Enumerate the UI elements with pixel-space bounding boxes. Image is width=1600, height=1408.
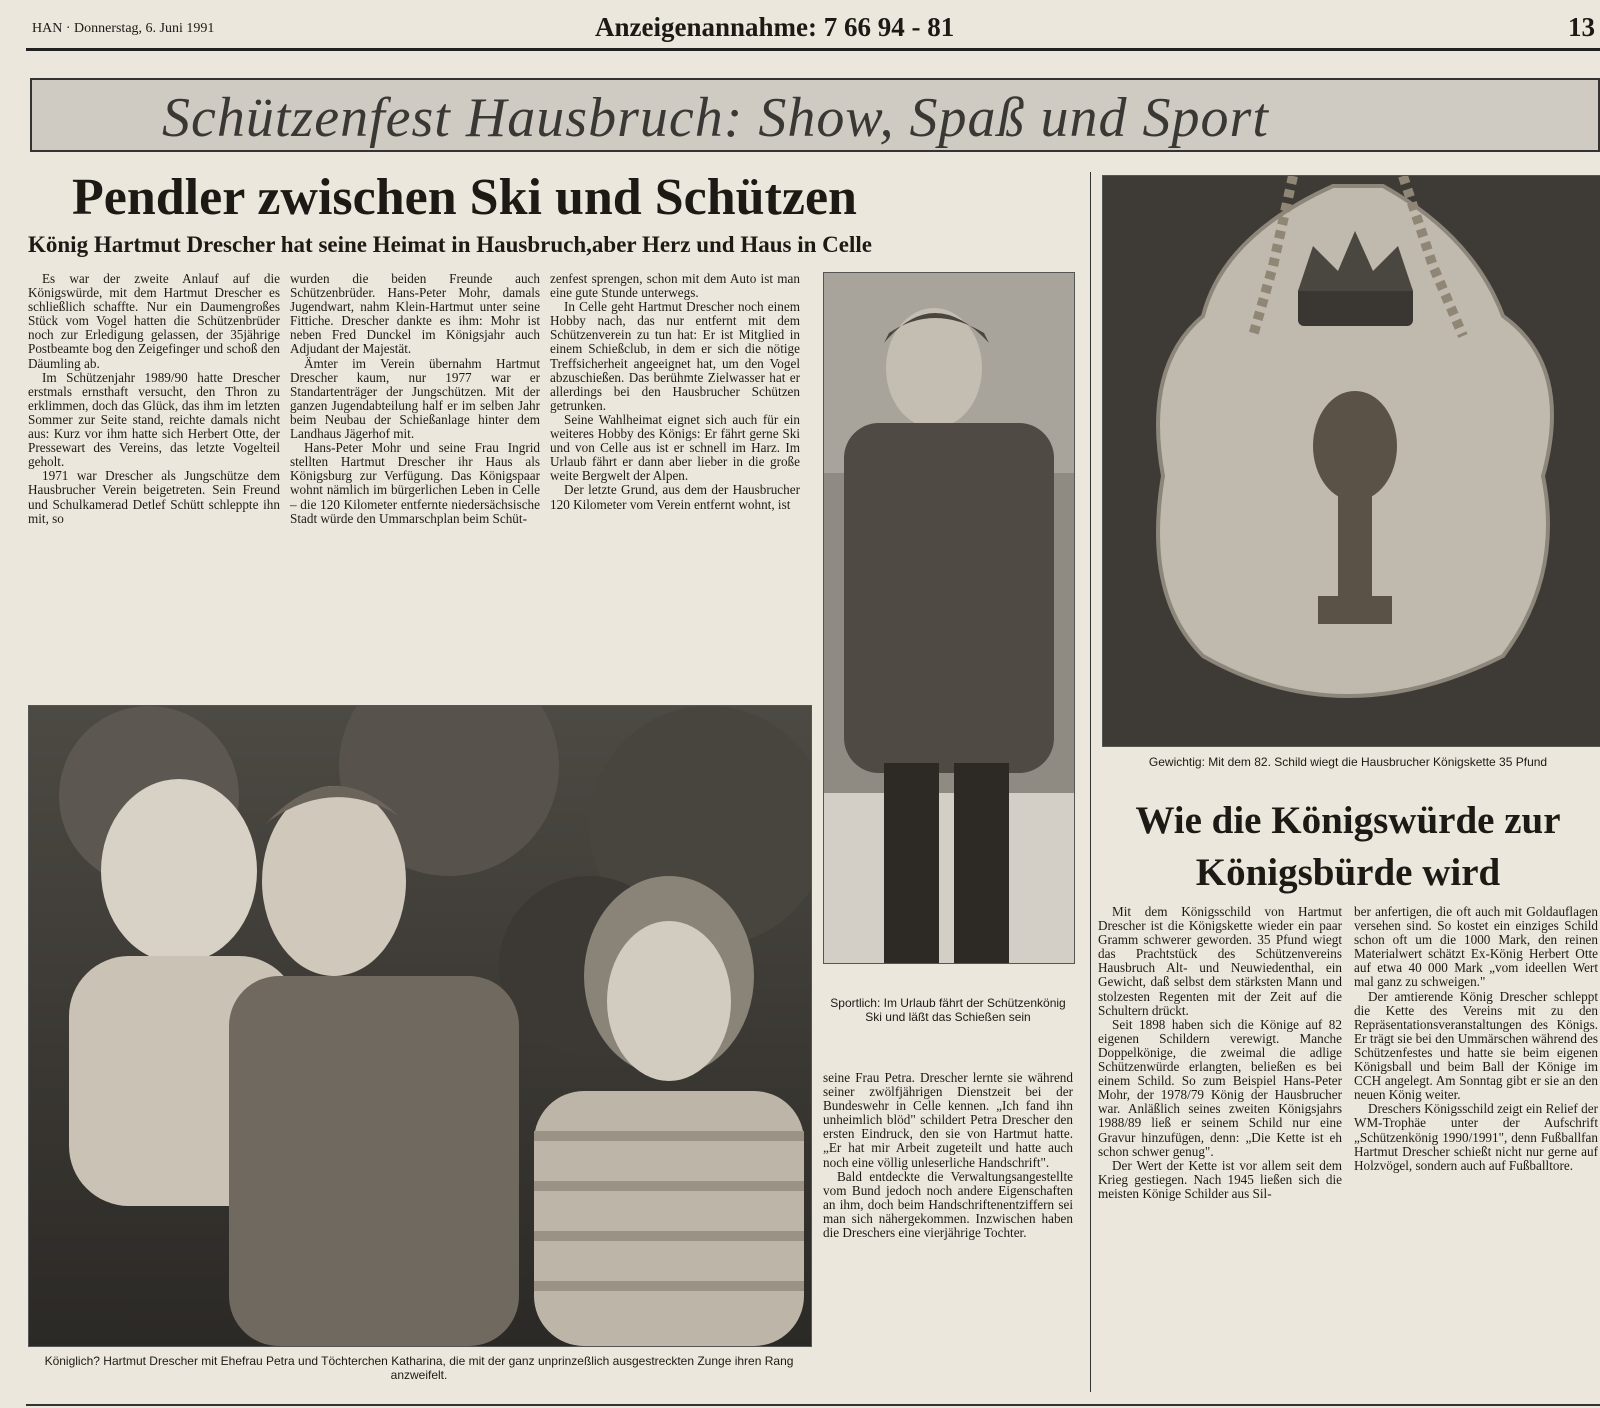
column-divider: [1090, 172, 1091, 1392]
side-column-1: [1098, 905, 1342, 1201]
shield-photo-caption: Gewichtig: Mit dem 82. Schild wiegt die Hausbrucher Königskette 35 Pfund: [1148, 755, 1548, 769]
footer-rule: [26, 1404, 1600, 1406]
paragraph: Der letzte Grund, aus dem der Hausbrucher 120 Kilometer vom Verein entfernt wohnt, ist: [550, 482, 800, 512]
family-photo: [28, 705, 812, 1347]
paragraph: Der amtierende König Drescher schleppt die Kette des Vereins mit zu den Repräsentationsveranstaltungen des Königs. Er trägt sie bei den Ummärschen während des Schützenfestes und hatte sie beim eigenen Königsball und beim Ball der Könige im CCH angelegt. Am Sonntag gibt er sie an den neuen König weiter.: [1354, 988, 1598, 1103]
section-banner: [30, 78, 1600, 152]
paragraph: seine Frau Petra. Drescher lernte sie während seiner zwölfjährigen Dienstzeit bei der Bundeswehr in Celle kennen. „Ich fand ihn unheimlich blöd" schildert Petra Drescher den ersten Eindruck, den sie von Hartmut hatte. „Er hat mir Arbeit zugeteilt und hatte auch noch eine völlig unleserliche Handschrift".: [823, 1070, 1073, 1170]
paragraph: Bald entdeckte die Verwaltungsangestellte vom Bund jedoch noch andere Eigenschaften an ihm, doch beim Handschriftenentziffern sei man sich nähergekommen. Inzwischen haben die Dreschers eine vierjährige Tochter.: [823, 1168, 1073, 1241]
family-photo-caption: Königlich? Hartmut Drescher mit Ehefrau Petra und Töchterchen Katharina, die mit der ganz unprinzeßlich ausgestreckten Zunge ihren Rang anzweifelt.: [44, 1354, 794, 1382]
banner-title: Schützenfest Hausbruch: Show, Spaß und Sport: [162, 87, 1269, 149]
page-number: 13: [1568, 12, 1595, 42]
main-column-4: [823, 1071, 1073, 1240]
paragraph: Mit dem Königsschild von Hartmut Drescher ist die Königskette wieder ein paar Gramm schwerer geworden. 35 Pfund wiegt das Prachtstück des Schützenvereins Hausbruch Alt- und Neuwiedenthal, ein Gewicht, daß selbst dem stärksten Mann und stolzesten Regenten mit der Zeit auf die Schultern drückt.: [1098, 904, 1342, 1018]
ad-phone-header: Anzeigenannahme: 7 66 94 - 81: [595, 12, 955, 42]
ski-photo: [823, 272, 1075, 964]
main-headline: Pendler zwischen Ski und Schützen: [72, 169, 857, 226]
paragraph: Ämter im Verein übernahm Hartmut Drescher kaum, nur 1977 war er Standartenträger der Jungschützen. Mit der ganzen Jugendabteilung half er im selben Jahr beim Neubau der Schießanlage hinter dem Landhaus Jägerhof mit.: [290, 355, 540, 442]
paragraph: ber anfertigen, die oft auch mit Goldauflagen versehen sind. So kostet ein einziges Schild schon oft um die 1000 Mark, den reinen Materialwert schätzt Ex-König Herbert Otte auf etwa 40 000 Mark „vom ideellen Wert mal ganz zu schweigen.": [1354, 904, 1598, 990]
main-column-2: [290, 272, 540, 526]
paragraph: Im Schützenjahr 1989/90 hatte Drescher erstmals ernsthaft versucht, den Thron zu erklimmen, doch das Glück, das ihm im letzten Sommer zur Seite stand, reichte damals nicht aus: Kurz vor ihm hatte sich Herbert Otte, der Pressewart des Vereins, das letzte Vogelteil geholt.: [28, 369, 280, 470]
main-column-3: [550, 272, 800, 512]
paragraph: wurden die beiden Freunde auch Schützenbrüder. Hans-Peter Mohr, damals Jugendwart, nahm Klein-Hartmut unter seine Fittiche. Drescher dankte es ihm: Mohr ist neben Fred Dunckel im Königsjahr auch Adjudant der Majestät.: [290, 271, 540, 357]
shield-photo: [1102, 175, 1600, 747]
paragraph: Dreschers Königsschild zeigt ein Relief der WM-Trophäe unter der Aufschrift „Schützenkönig 1990/1991", denn Fußballfan Hartmut Drescher schießt nicht nur gerne auf Holzvögel, sondern auch auf Fußballtore.: [1354, 1101, 1598, 1173]
ski-photo-caption: Sportlich: Im Urlaub fährt der Schützenkönig Ski und läßt das Schießen sein: [830, 996, 1066, 1024]
page-header-dateline: HAN · Donnerstag, 6. Juni 1991: [32, 21, 215, 36]
main-column-1: [28, 272, 280, 526]
paragraph: Es war der zweite Anlauf auf die Königswürde, mit dem Hartmut Drescher es schließlich schaffte. Nur ein Daumengroßes Stück vom Vogel hatten die Schützenbrüder noch zur Erledigung gelassen, der 35jährige Postbeamte bog den Zeigefinger und schoß den Däumling ab.: [28, 271, 280, 371]
header-rule: [26, 48, 1600, 51]
paragraph: Hans-Peter Mohr und seine Frau Ingrid stellten Hartmut Drescher ihr Haus als Königsburg zur Verfügung. Das Königspaar wohnt nämlich im bürgerlichen Leben in Celle – die 120 Kilometer entfernte niedersächsische Stadt würde den Ummarschplan beim Schüt-: [290, 440, 540, 526]
paragraph: Seine Wahlheimat eignet sich auch für ein weiteres Hobby des Königs: Er fährt gerne Ski und von Celle aus ist er schnell im Harz. Im Urlaub fährt er dann aber lieber in die große weite Bergwelt der Alpen.: [550, 411, 800, 484]
paragraph: zenfest sprengen, schon mit dem Auto ist man eine gute Stunde unterwegs.: [550, 271, 800, 301]
side-headline: Wie die Königswürde zur Königsbürde wird: [1135, 799, 1561, 894]
paragraph: In Celle geht Hartmut Drescher noch einem Hobby nach, das nur entfernt mit dem Schützenverein zu tun hat: Er ist Mitglied in einem Schießclub, in dem er sich die nötige Treffsicherheit angeeignet hat, um den Vogel abzuschießen. Das berühmte Zielwasser hat er allerdings bei den Hausbrucher Schützen getrunken.: [550, 299, 800, 413]
main-subhead: König Hartmut Drescher hat seine Heimat in Hausbruch,aber Herz und Haus in Celle: [28, 232, 872, 257]
paragraph: Der Wert der Kette ist vor allem seit dem Krieg gestiegen. Nach 1945 ließen sich die meisten Könige Schilder aus Sil-: [1098, 1157, 1342, 1201]
paragraph: 1971 war Drescher als Jungschütze dem Hausbrucher Verein beigetreten. Sein Freund und Schulkamerad Detlef Schütt schleppte ihn mit, so: [28, 468, 280, 526]
side-column-2: [1354, 905, 1598, 1173]
paragraph: Seit 1898 haben sich die Könige auf 82 eigenen Schildern verewigt. Manche Doppelkönige, die zweimal die adlige Schützenwürde erlangten, beließen es bei einem Schild. So zum Beispiel Hans-Peter Mohr, der 1978/79 König der Hausbrucher war. Anläßlich seines zweiten Königsjahrs 1988/89 ließ er seinem Schild nur eine Gravur hinzufügen, denn: „Die Kette ist eh schon schwer genug".: [1098, 1016, 1342, 1159]
